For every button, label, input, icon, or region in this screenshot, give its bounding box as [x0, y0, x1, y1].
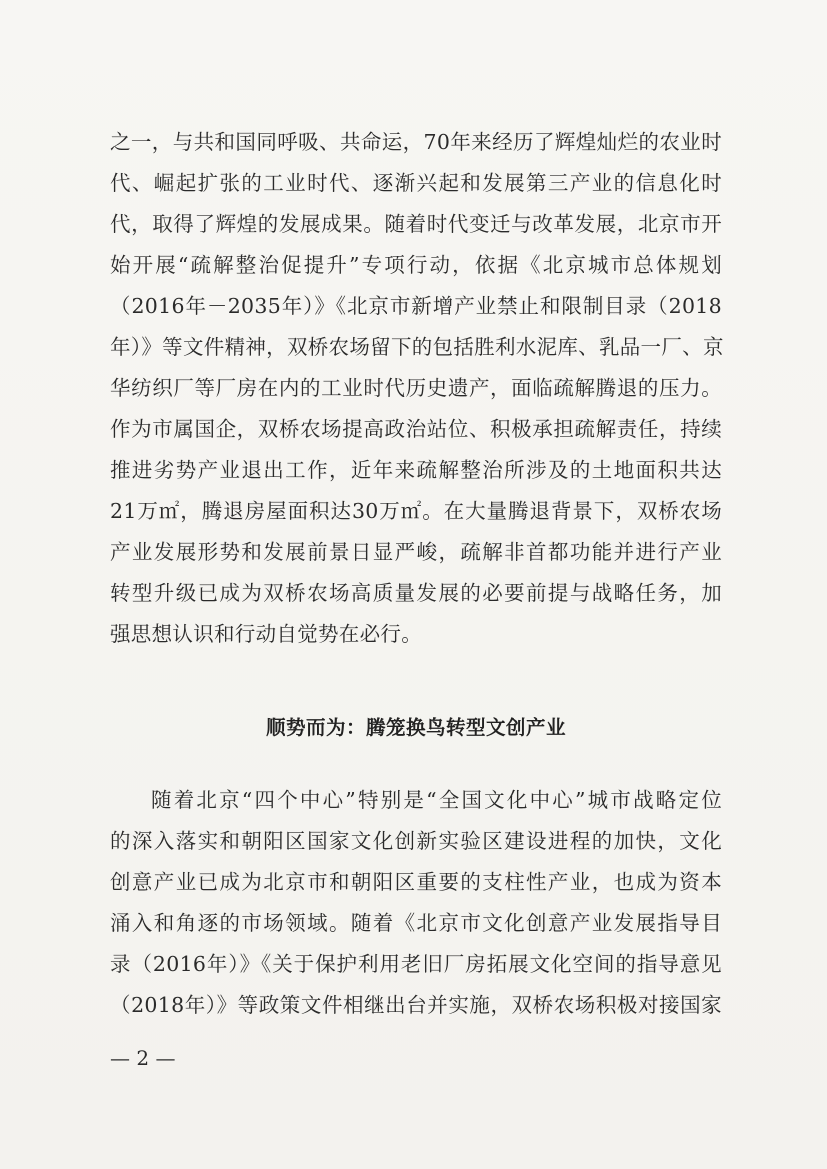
page-number: — 2 —: [110, 1046, 176, 1070]
text-line: 始开展“疏解整治促提升”专项行动，依据《北京城市总体规划: [110, 253, 722, 277]
text-line: 代、崛起扩张的工业时代、逐渐兴起和发展第三产业的信息化时: [110, 171, 722, 195]
text-line: 产业发展形势和发展前景日显严峻，疏解非首都功能并进行产业: [110, 540, 722, 564]
text-line: 的深入落实和朝阳区国家文化创新实验区建设进程的加快，文化: [110, 829, 722, 853]
text-line: （2016年－2035年）》《北京市新增产业禁止和限制目录（2018: [110, 294, 722, 318]
text-line: 华纺织厂等厂房在内的工业时代历史遗产，面临疏解腾退的压力。: [110, 376, 722, 400]
text-line: 涌入和角逐的市场领域。随着《北京市文化创意产业发展指导目: [110, 911, 722, 935]
text-line: 21万㎡，腾退房屋面积达30万㎡。在大量腾退背景下，双桥农场: [110, 499, 722, 523]
paragraph-1: [110, 122, 722, 655]
text-line: 录（2016年）》《关于保护利用老旧厂房拓展文化空间的指导意见: [110, 952, 722, 976]
section-heading: 顺势而为：腾笼换鸟转型文创产业: [265, 716, 566, 739]
text-line: 之一，与共和国同呼吸、共命运，70年来经历了辉煌灿烂的农业时: [110, 130, 722, 154]
text-line: 代，取得了辉煌的发展成果。随着时代变迁与改革发展，北京市开: [110, 212, 722, 236]
text-line: 年）》等文件精神，双桥农场留下的包括胜利水泥库、乳品一厂、京: [110, 335, 724, 359]
text-line: 作为市属国企，双桥农场提高政治站位、积极承担疏解责任，持续: [110, 417, 722, 441]
text-line: 强思想认识和行动自觉势在必行。: [110, 622, 422, 646]
text-line: 随着北京“四个中心”特别是“全国文化中心”城市战略定位: [151, 788, 722, 812]
text-line: （2018年）》等政策文件相继出台并实施，双桥农场积极对接国家: [110, 993, 722, 1017]
text-line: 转型升级已成为双桥农场高质量发展的必要前提与战略任务，加: [110, 581, 722, 605]
text-line: 创意产业已成为北京市和朝阳区重要的支柱性产业，也成为资本: [110, 870, 722, 894]
text-line: 推进劣势产业退出工作，近年来疏解整治所涉及的土地面积共达: [110, 458, 722, 482]
paragraph-2: [110, 780, 722, 1026]
